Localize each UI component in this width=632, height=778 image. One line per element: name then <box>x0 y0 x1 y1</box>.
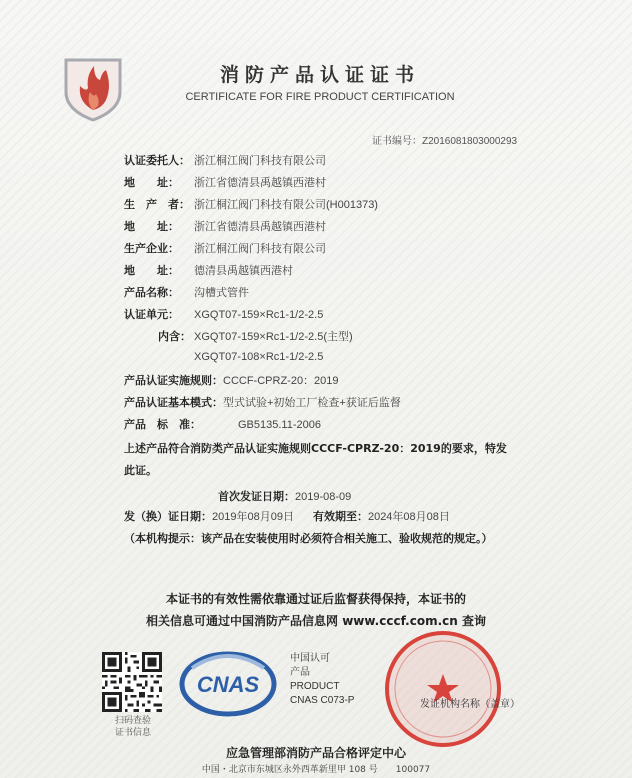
cnas-line-2: 产品 <box>290 667 310 678</box>
cnas-logo <box>178 648 278 720</box>
first-issue-label: 首次发证日期： <box>218 490 295 503</box>
statement-line-1: 上述产品符合消防类产品认证实施规则CCCF-CPRZ-20：2019的要求，特发 <box>124 442 507 455</box>
standard-row <box>124 416 321 432</box>
rules-value: CCCF-CPRZ-20：2019 <box>223 375 339 387</box>
qr-caption-line-1: 扫码查验 <box>114 716 151 726</box>
contains-label: 内含： <box>158 330 191 343</box>
standard-label: 产品 标 准： <box>124 418 201 431</box>
contains-value-main: XGQT07-159×Rc1-1/2-2.5(主型) <box>194 331 353 343</box>
fire-certification-logo <box>60 52 126 122</box>
valid-until-value: 2024年08月08日 <box>367 511 450 523</box>
cnas-line-3: PRODUCT <box>290 681 340 692</box>
footer-organization: 应急管理部消防产品合格评定中心 <box>225 746 406 760</box>
cnas-line-1: 中国认可 <box>290 653 330 664</box>
first-issue-value: 2019-08-09 <box>295 491 352 503</box>
qr-caption-line-2: 证书信息 <box>114 728 151 738</box>
first-issue-row <box>218 488 351 504</box>
unit-label: 认证单元： <box>124 308 179 321</box>
valid-until-label: 有效期至： <box>312 510 368 523</box>
rules-label: 产品认证实施规则： <box>124 374 223 387</box>
mode-row <box>124 394 401 410</box>
cnas-info <box>290 652 354 708</box>
unit-value: XGQT07-159×Rc1-1/2-2.5 <box>194 309 324 321</box>
official-seal <box>382 628 504 750</box>
issuer-label: 发证机构名称（盖章） <box>420 699 520 710</box>
address3-label: 地 址： <box>124 264 179 277</box>
reissue-value: 2019年08月09日 <box>212 511 294 523</box>
reissue-label: 发（换）证日期： <box>124 510 212 523</box>
qr-code-icon <box>102 652 162 712</box>
contains-row <box>158 328 353 344</box>
factory-row <box>124 240 326 256</box>
manufacturer-label: 生 产 者： <box>124 198 190 211</box>
address3-row <box>124 262 293 278</box>
reissue-row <box>124 508 450 524</box>
certificate-title-en: CERTIFICATE FOR FIRE PRODUCT CERTIFICATION <box>185 91 455 103</box>
contains-row-2 <box>194 350 323 363</box>
statement-line-2: 此证。 <box>124 464 157 477</box>
factory-value: 浙江桐江阀门科技有限公司 <box>194 243 326 255</box>
applicant-label: 认证委托人： <box>124 154 190 167</box>
address3-value: 德清县禹越镇西港村 <box>194 265 293 277</box>
cnas-line-4: CNAS C073-P <box>290 695 355 706</box>
contains-value-second: XGQT07-108×Rc1-1/2-2.5 <box>194 351 324 363</box>
address2-label: 地 址： <box>124 220 179 233</box>
notice: （本机构提示：该产品在安装使用时必须符合相关施工、验收规范的规定。） <box>124 532 493 545</box>
mode-label: 产品认证基本模式： <box>124 396 223 409</box>
address1-row <box>124 174 326 190</box>
applicant-row <box>124 152 326 168</box>
address1-label: 地 址： <box>124 176 179 189</box>
validity-line-2: 相关信息可通过中国消防产品信息网 www.cccf.com.cn 查询 <box>146 614 486 628</box>
mode-value: 型式试验+初始工厂检查+获证后监督 <box>223 397 401 409</box>
cnas-logo-text: CNAS <box>196 672 260 697</box>
factory-label: 生产企业： <box>124 242 179 255</box>
address2-row <box>124 218 326 234</box>
standard-value: GB5135.11-2006 <box>238 419 321 431</box>
product-row <box>124 284 249 300</box>
certificate-number: 证书编号：Z2016081803000293 <box>372 136 518 147</box>
rules-row <box>124 372 339 388</box>
validity-line-1: 本证书的有效性需依靠通过证后监督获得保持，本证书的 <box>165 592 466 606</box>
unit-row <box>124 306 323 322</box>
manufacturer-row <box>124 196 378 212</box>
qr-caption <box>98 715 168 739</box>
address1-value: 浙江省德清县禹越镇西港村 <box>194 177 326 189</box>
product-value: 沟槽式管件 <box>194 287 249 299</box>
footer-address: 中国・北京市东城区永外西革新里甲 108 号 100077 <box>201 765 431 775</box>
product-label: 产品名称： <box>124 286 179 299</box>
address2-value: 浙江省德清县禹越镇西港村 <box>194 221 326 233</box>
applicant-value: 浙江桐江阀门科技有限公司 <box>194 155 326 167</box>
manufacturer-value: 浙江桐江阀门科技有限公司(H001373) <box>194 199 378 211</box>
certificate-title-cn: 消防产品认证证书 <box>219 64 420 86</box>
